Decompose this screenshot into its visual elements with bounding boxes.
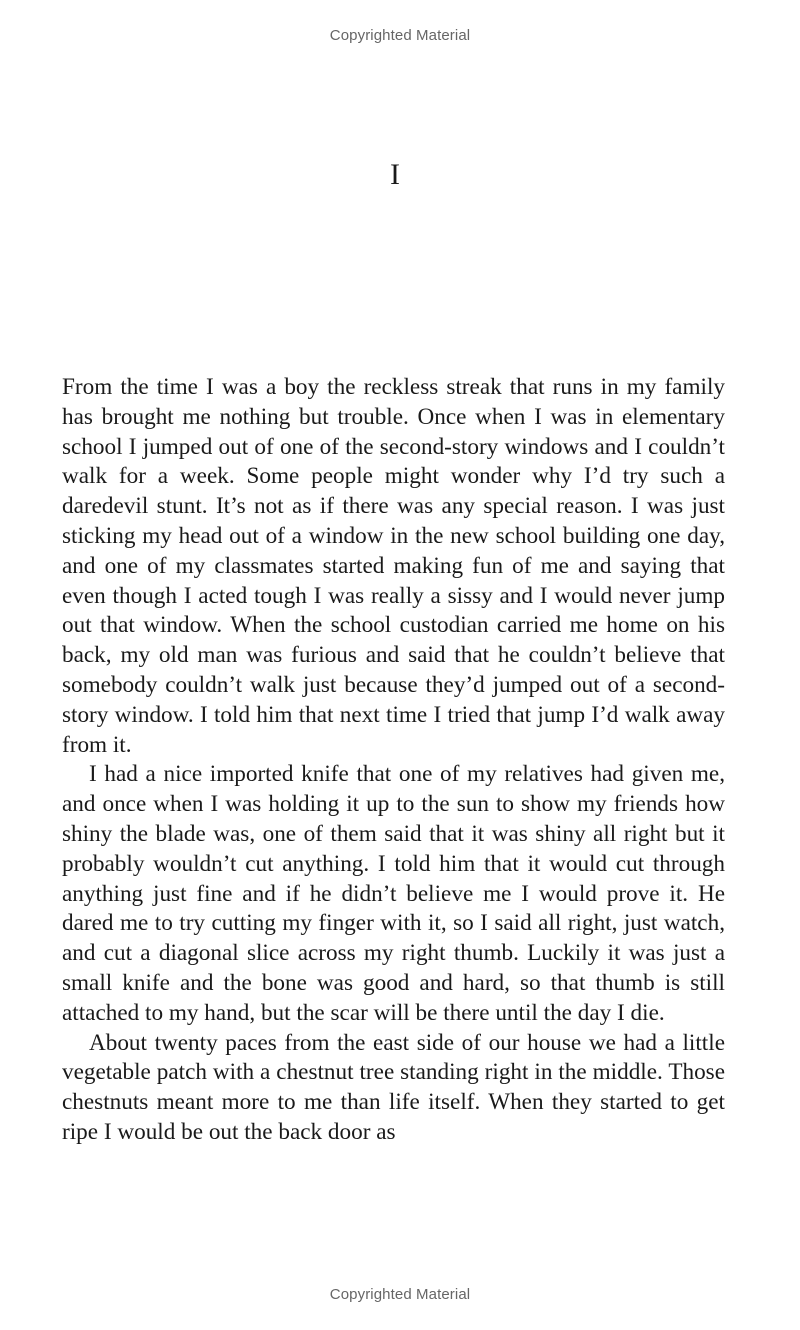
chapter-body	[62, 373, 725, 1148]
paragraph-2: I had a nice imported knife that one of my relatives had given me, and once when I was holding it up to the sun to show my friends how shiny the blade was, one of them said that it was shiny all right but it probably wouldn’t cut anything. I told him that it would cut through anything just fine and if he didn’t believe me I would prove it. He dared me to try cutting my finger with it, so I said all right, just watch, and cut a diagonal slice across my right thumb. Luckily it was just a small knife and the bone was good and hard, so that thumb is still attached to my hand, but the scar will be there until the day I die.	[62, 761, 725, 1026]
paragraph-3: About twenty paces from the east side of our house we had a little vegetable patch with a chestnut tree standing right in the middle. Those chestnuts meant more to me than life itself. When they started to get ripe I would be out the back door as	[62, 1029, 725, 1145]
paragraph-1: From the time I was a boy the reckless streak that runs in my family has brought me nothing but trouble. Once when I was in elementary school I jumped out of one of the second-story windows and I couldn’t walk for a week. Some people might wonder why I’d try such a daredevil stunt. It’s not as if there was any special reason. I was just sticking my head out of a window in the new school building one day, and one of my classmates started making fun of me and saying that even though I acted tough I was really a sissy and I would never jump out that window. When the school custodian carried me home on his back, my old man was furious and said that he couldn’t believe that somebody couldn’t walk just because they’d jumped out of a second-story window. I told him that next time I tried that jump I’d walk away from it.	[62, 374, 725, 758]
copyright-watermark-top: Copyrighted Material	[329, 27, 471, 44]
copyright-watermark-bottom: Copyrighted Material	[329, 1286, 471, 1303]
chapter-number: I	[390, 158, 400, 191]
